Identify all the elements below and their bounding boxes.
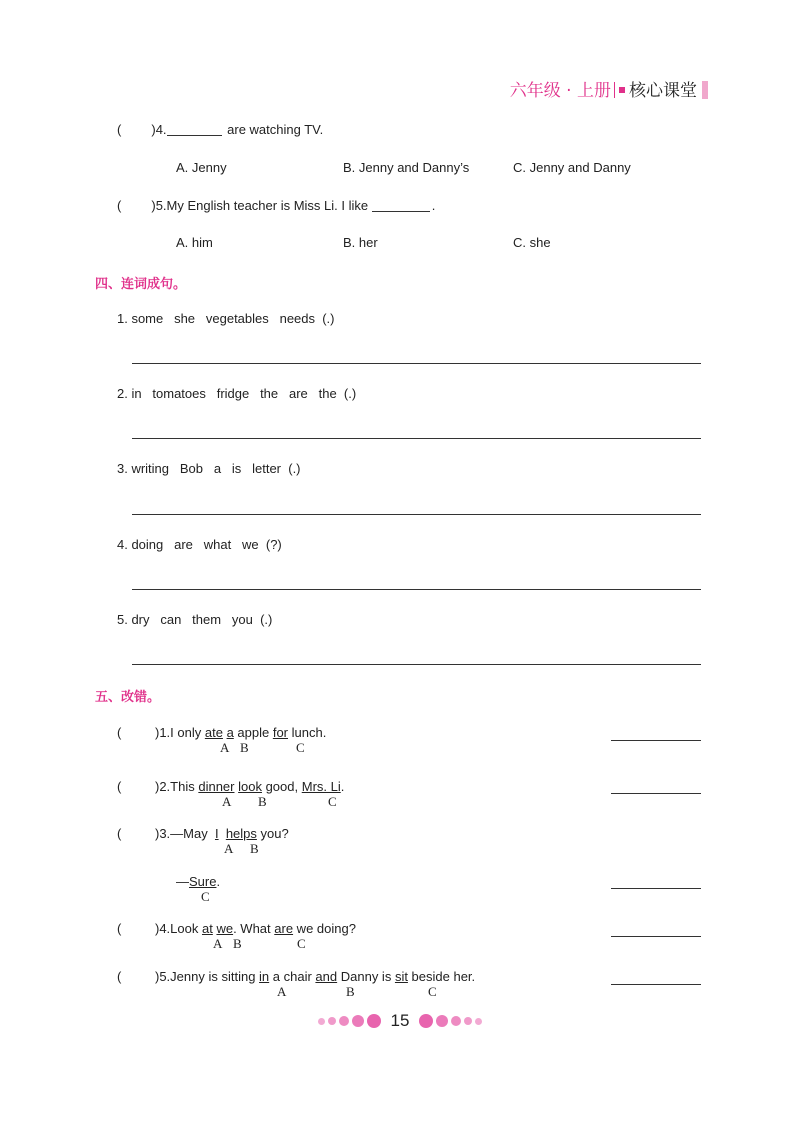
option-c: C. Jenny and Danny [513, 160, 631, 175]
dot-icon [436, 1015, 448, 1027]
reorder-item-4: 4. doing are what we (?) [117, 537, 282, 552]
question-number: )3. [155, 826, 171, 841]
underlined-b: and [315, 969, 338, 984]
option-c: C. she [513, 235, 551, 250]
text: Jenny is sitting [170, 969, 260, 984]
section-title-5: 五、改错。 [95, 690, 161, 705]
text: — [176, 874, 189, 889]
dot-icon [475, 1018, 482, 1025]
answer-paren-close: ) [151, 122, 156, 137]
answer-line[interactable] [132, 438, 701, 439]
answer-line[interactable] [132, 664, 701, 665]
label-c: C [297, 936, 306, 951]
text: you? [256, 826, 289, 841]
underlined-c: Sure [189, 874, 217, 889]
correction-question-4 [155, 921, 356, 936]
text: Look [170, 921, 202, 936]
label-a: A [222, 794, 232, 809]
label-c: C [201, 889, 210, 904]
underlined-a: at [201, 921, 213, 936]
question-number: )1. [155, 725, 171, 740]
underlined-b: a [226, 725, 234, 740]
answer-line[interactable] [132, 363, 701, 364]
reorder-item-2: 2. in tomatoes fridge the are the (.) [117, 386, 357, 401]
option-b: B. her [343, 235, 378, 250]
mc-question-4 [117, 122, 323, 137]
answer-paren-close: ) [151, 198, 156, 213]
text: good, [261, 779, 302, 794]
option-a: A. him [176, 235, 213, 250]
pink-bar-icon [702, 81, 708, 99]
underlined-b: helps [225, 826, 257, 841]
answer-line[interactable] [132, 589, 701, 590]
underlined-b: look [238, 779, 262, 794]
correction-question-5 [155, 969, 475, 984]
underlined-a: in [259, 969, 270, 984]
dot-icon [464, 1017, 472, 1025]
label-c: C [328, 794, 337, 809]
square-icon [619, 87, 625, 93]
reorder-item-3: 3. writing Bob a is letter (.) [117, 461, 301, 476]
answer-line[interactable] [611, 984, 701, 985]
underlined-a: ate [204, 725, 223, 740]
label-a: A [220, 740, 230, 755]
question-text: My English teacher is Miss Li. I like [166, 198, 372, 213]
text: This [170, 779, 199, 794]
grade-label: 六年级 · 上册 [509, 81, 611, 101]
dot-icon [328, 1017, 336, 1025]
option-a: A. Jenny [176, 160, 227, 175]
label-a: A [224, 841, 234, 856]
question-number: )4. [155, 921, 171, 936]
answer-line[interactable] [611, 793, 701, 794]
correction-question-1 [155, 725, 326, 740]
label-b: B [258, 794, 267, 809]
paren-open: ( [117, 921, 122, 936]
text: —May [170, 826, 215, 841]
text: we doing? [293, 921, 356, 936]
answer-line[interactable] [132, 514, 701, 515]
correction-question-2 [155, 779, 344, 794]
label-c: C [296, 740, 305, 755]
underlined-b: we [216, 921, 234, 936]
option-b: B. Jenny and Danny’s [343, 160, 470, 175]
page-number: 15 [390, 1011, 410, 1030]
underlined-c: for [272, 725, 289, 740]
text: a chair [269, 969, 316, 984]
dot-icon [451, 1016, 461, 1026]
dot-icon [367, 1014, 381, 1028]
text: . [340, 779, 345, 794]
answer-paren-open: ( [117, 122, 122, 137]
paren-open: ( [117, 969, 122, 984]
reorder-item-1: 1. some she vegetables needs (.) [117, 311, 335, 326]
mc-question-5 [117, 198, 435, 213]
correction-question-3-reply [176, 874, 220, 889]
dot-icon [419, 1014, 433, 1028]
text: lunch. [288, 725, 327, 740]
correction-question-3 [155, 826, 289, 841]
label-b: B [240, 740, 249, 755]
underlined-a: I [214, 826, 219, 841]
label-c: C [428, 984, 437, 999]
label-a: A [277, 984, 287, 999]
header-divider [614, 82, 615, 98]
text [219, 826, 226, 841]
answer-line[interactable] [611, 888, 701, 889]
underlined-c: are [274, 921, 294, 936]
underlined-c: Mrs. Li [301, 779, 341, 794]
section-title-4: 四、连词成句。 [95, 277, 187, 292]
answer-paren-open: ( [117, 198, 122, 213]
page-header [510, 76, 708, 101]
reorder-item-5: 5. dry can them you (.) [117, 612, 273, 627]
label-b: B [346, 984, 355, 999]
dot-icon [352, 1015, 364, 1027]
underlined-a: dinner [198, 779, 235, 794]
text: beside her. [407, 969, 476, 984]
text: Danny is [337, 969, 395, 984]
paren-open: ( [117, 725, 122, 740]
answer-line[interactable] [611, 740, 701, 741]
dot-icon [339, 1016, 349, 1026]
label-a: A [213, 936, 223, 951]
answer-line[interactable] [611, 936, 701, 937]
fill-blank[interactable] [372, 199, 430, 212]
question-number: )2. [155, 779, 171, 794]
dot-icon [318, 1018, 325, 1025]
underlined-c: sit [394, 969, 408, 984]
question-number: 5. [155, 198, 167, 213]
text: . [216, 874, 221, 889]
book-title: 核心课堂 [629, 81, 697, 101]
page-footer [0, 1011, 800, 1031]
text: . What [233, 921, 275, 936]
paren-open: ( [117, 779, 122, 794]
paren-open: ( [117, 826, 122, 841]
text: I only [170, 725, 205, 740]
question-number: 4. [155, 122, 167, 137]
question-text: . [431, 198, 436, 213]
text: apple [233, 725, 273, 740]
question-number: )5. [155, 969, 171, 984]
label-b: B [250, 841, 259, 856]
fill-blank[interactable] [167, 123, 222, 136]
label-b: B [233, 936, 242, 951]
question-text: are watching TV. [223, 122, 324, 137]
